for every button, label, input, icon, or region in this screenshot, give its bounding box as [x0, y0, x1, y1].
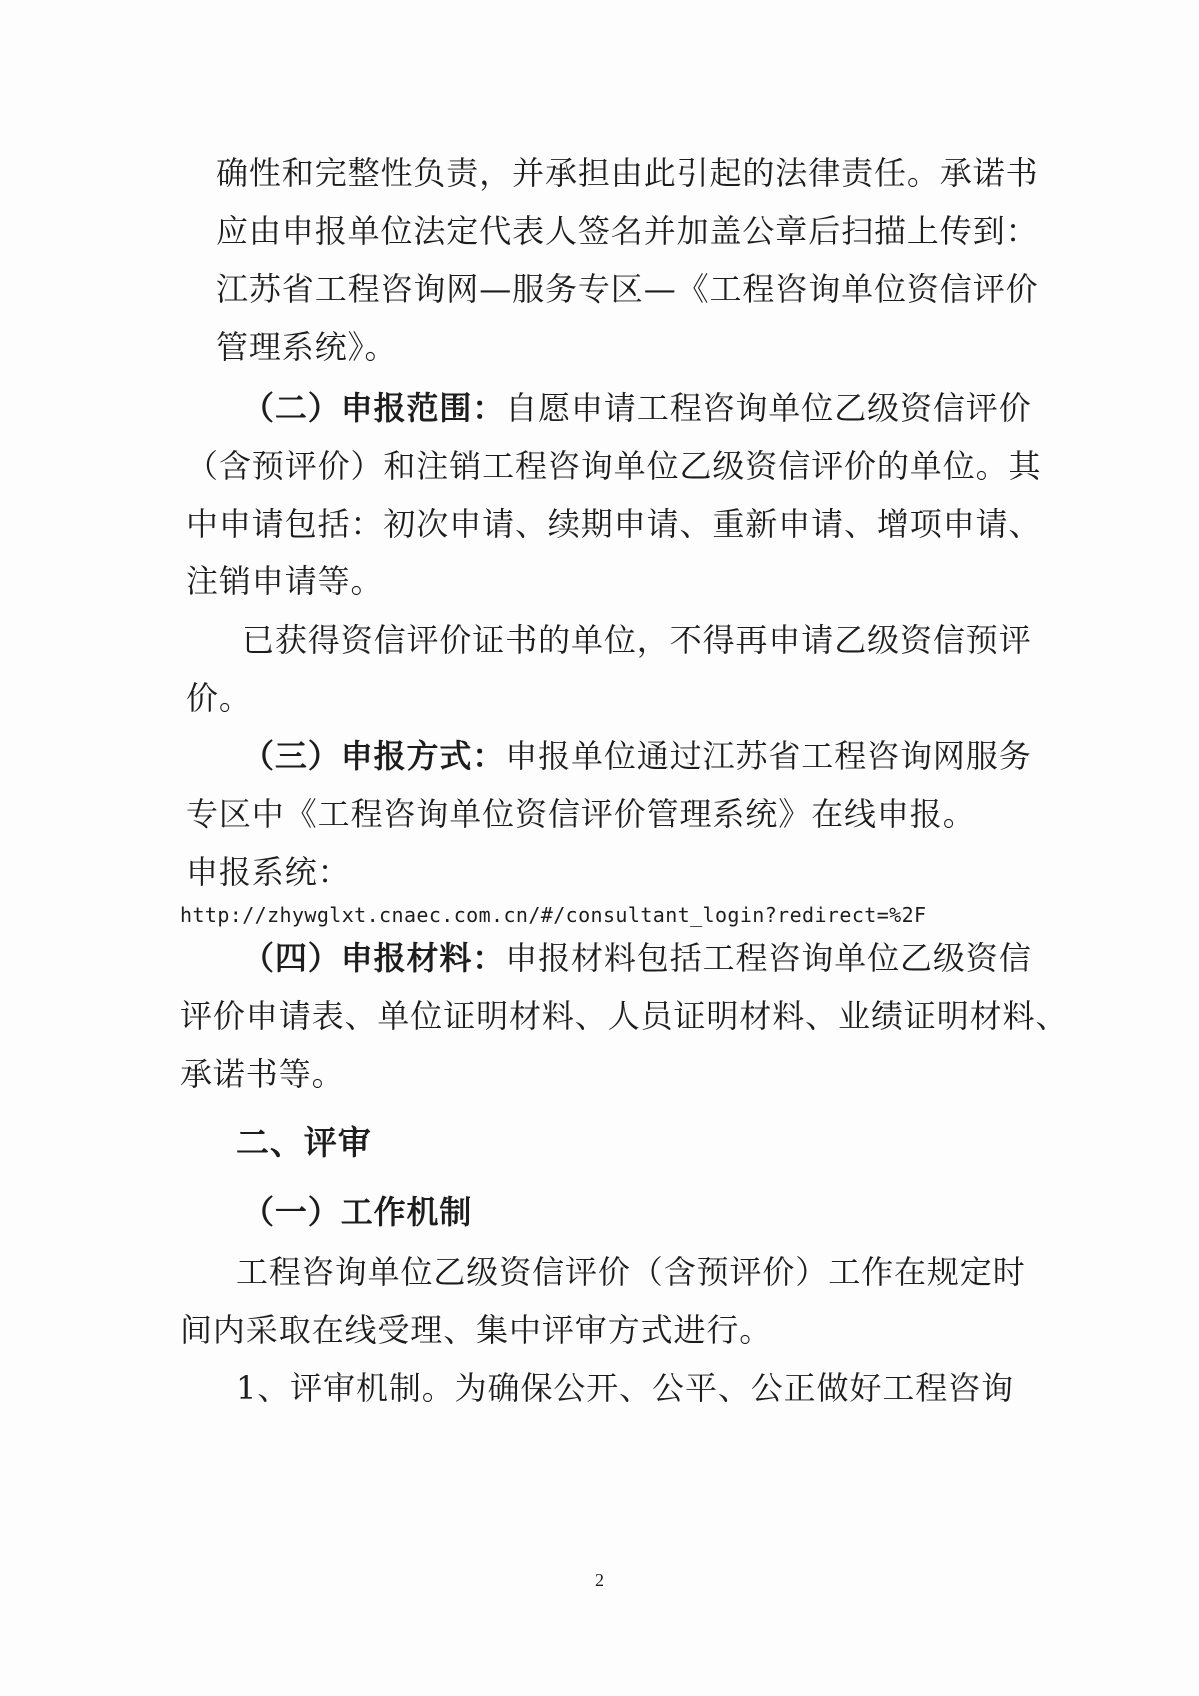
paragraph-line: 管理系统》。	[216, 328, 398, 366]
method-label: （三）申报方式：	[242, 737, 506, 775]
paragraph-line: 江苏省工程咨询网—服务专区—《工程咨询单位资信评价	[216, 270, 1039, 308]
paragraph-line: 中申请包括：初次申请、续期申请、重新申请、增项申请、	[186, 505, 1042, 543]
paragraph-line: 工程咨询单位乙级资信评价（含预评价）工作在规定时	[236, 1253, 1026, 1291]
paragraph-line: （含预评价）和注销工程咨询单位乙级资信评价的单位。其	[186, 447, 1042, 485]
scope-paragraph	[242, 388, 1032, 428]
materials-label: （四）申报材料：	[242, 939, 506, 977]
paragraph-line: 注销申请等。	[186, 562, 384, 600]
paragraph-line: 承诺书等。	[180, 1055, 345, 1093]
section-heading: 二、评审	[236, 1123, 372, 1162]
paragraph-line: 价。	[186, 679, 252, 717]
method-paragraph	[242, 736, 1032, 776]
system-label: 申报系统：	[186, 853, 351, 891]
paragraph-line: 应由申报单位法定代表人签名并加盖公章后扫描上传到：	[216, 212, 1039, 250]
materials-text: 申报材料包括工程咨询单位乙级资信	[505, 939, 1032, 977]
paragraph-line: 1、评审机制。为确保公开、公平、公正做好工程咨询	[236, 1369, 1014, 1407]
scope-text: 自愿申请工程咨询单位乙级资信评价	[505, 389, 1032, 427]
paragraph-line: 专区中《工程咨询单位资信评价管理系统》在线申报。	[186, 795, 976, 833]
paragraph-line: 间内采取在线受理、集中评审方式进行。	[180, 1311, 773, 1349]
scope-label: （二）申报范围：	[242, 389, 506, 427]
paragraph-line: 评价申请表、单位证明材料、人员证明材料、业绩证明材料、	[180, 997, 1069, 1035]
page-number: 2	[595, 1570, 604, 1590]
materials-paragraph	[242, 938, 1032, 978]
subsection-heading: （一）工作机制	[242, 1193, 473, 1231]
paragraph-line: 已获得资信评价证书的单位，不得再申请乙级资信预评	[242, 621, 1032, 659]
paragraph-line: 确性和完整性负责，并承担由此引起的法律责任。承诺书	[216, 154, 1039, 192]
method-text: 申报单位通过江苏省工程咨询网服务	[505, 737, 1032, 775]
system-url[interactable]: http://zhywglxt.cnaec.com.cn/#/consultant_login?redirect=%2F	[180, 903, 927, 927]
